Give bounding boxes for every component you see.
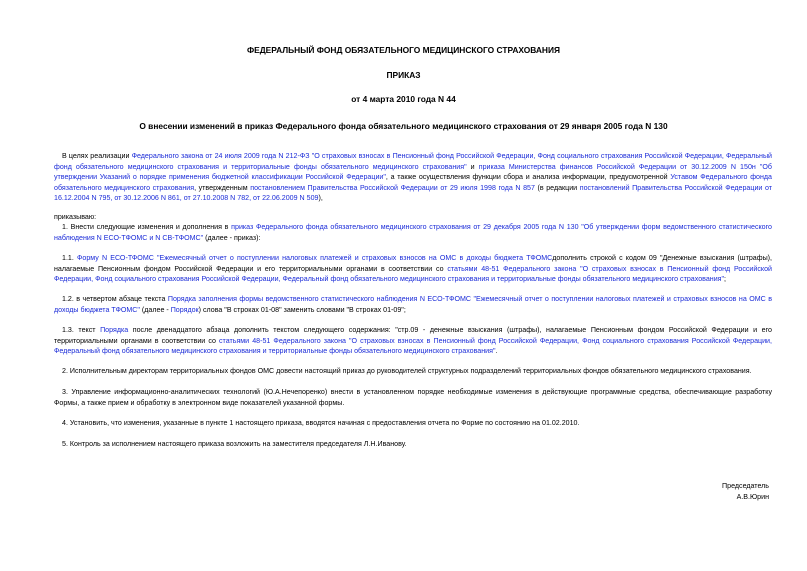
intro-text-5: (в редакции (534, 183, 580, 192)
item-1-3 (54, 325, 772, 357)
intro-text-6: ), (318, 194, 323, 203)
item-1-text-2: (далее - приказ): (203, 233, 261, 242)
link-articles-48-51[interactable]: статьями 48-51 Федерального закона "О страховых взносах в Пенсионный фонд Российской Федерации, Фонд социального страхования Российской Федерации, Федеральный фонд обязательного медицинского страхования и территориальные фонды обязательного медицинского страхования" (54, 264, 772, 284)
org-title: ФЕДЕРАЛЬНЫЙ ФОНД ОБЯЗАТЕЛЬНОГО МЕДИЦИНСКОГО СТРАХОВАНИЯ (246, 45, 561, 55)
order-word: приказываю: (54, 213, 97, 221)
item-1-3-text-1: 1.3. текст (62, 326, 101, 334)
intro-text-4: , утвержденным (194, 183, 251, 192)
item-2: 2. Исполнительным директорам территориальных фондов ОМС довести настоящий приказ до руководителей структурных подразделений территориальных фондов обязательного медицинского страхования. (62, 367, 752, 375)
intro-paragraph (54, 151, 772, 204)
doc-type: ПРИКАЗ (386, 70, 421, 80)
item-4: 4. Установить, что изменения, указанные в пункте 1 настоящего приказа, вводятся начиная с предоставления отчета по Форме по состоянию на 01.02.2010. (62, 419, 580, 427)
item-1-2-text-2: (далее - (139, 305, 171, 314)
link-form-eso-tfoms[interactable]: Форму N ЕСО-ТФОМС "Ежемесячный отчет о поступлении налоговых платежей и страховых взносов на ОМС в доходы бюджета ТФОМС (77, 254, 553, 262)
doc-subject: О внесении изменений в приказ Федерального фонда обязательного медицинского страхования от 29 января 2005 года N 130 (139, 121, 668, 131)
item-1-1-text-3: ; (724, 275, 727, 284)
link-filling-procedure[interactable]: Порядка заполнения формы ведомственного статистического наблюдения N ЕСО-ТФОМС "Ежемесячный отчет о поступлении налоговых платежей и страховых взносов на ОМС в доходы бюджета ТФОМС" (54, 295, 772, 314)
item-1-1-text-1: 1.1. (62, 254, 77, 262)
intro-text-2: и (466, 162, 479, 171)
link-government-decrees[interactable]: постановлений Правительства Российской Федерации от 16.12.2004 N 795, от 30.12.2006 N 861, от 27.10.2008 N 782, от 22.06.2009 N 509 (54, 183, 772, 203)
link-minfin-order-150n[interactable]: приказа Министерства финансов Российской Федерации от 30.12.2009 N 150н "Об утверждении Указаний о порядке применения бюджетной классификации Российской Федерации" (54, 162, 772, 182)
item-1-1-text-2: дополнить строкой с кодом 09 "Денежные взыскания (штрафы), налагаемые Пенсионным фондом Российской Федерации и его территориальными органами в соответствии со (54, 254, 772, 273)
item-1-1 (54, 253, 772, 285)
signature-title: Председатель (722, 482, 769, 490)
link-federal-law-212[interactable]: Федерального закона от 24 июля 2009 года N 212-ФЗ "О страховых взносах в Пенсионный фонд Российской Федерации, Фонд социального страхования Российской Федерации, Федеральный фонд обязательного медицинского страхования и территориальные фонды обязательного медицинского страхования" (54, 152, 772, 171)
link-charter[interactable]: Уставом Федерального фонда обязательного медицинского страхования (54, 173, 772, 192)
link-government-decree-857[interactable]: постановлением Правительства Российской Федерации от 29 июля 1998 года N 857 (250, 183, 535, 192)
signature-name: А.В.Юрин (736, 493, 769, 501)
item-5: 5. Контроль за исполнением настоящего приказа возложить на заместителя председателя Л.Н.Иванову. (62, 440, 407, 448)
item-1-2 (54, 294, 772, 315)
intro-text-3: , а также осуществления функции сбора и анализа информации, предусмотренной (385, 173, 671, 182)
intro-text-1: В целях реализации (62, 152, 132, 160)
item-1-3-text-2: после двенадцатого абзаца дополнить текстом следующего содержания: "стр.09 - денежные взыскания (штрафы), налагаемые Пенсионным фондом Российской Федерации и его территориальными органами в соответствии со (54, 326, 772, 345)
link-procedure-2[interactable]: Порядка (100, 326, 129, 334)
doc-date: от 4 марта 2010 года N 44 (351, 94, 456, 104)
item-1-text-1: 1. Внести следующие изменения и дополнения в (62, 223, 232, 231)
link-articles-48-51-2[interactable]: статьями 48-51 Федерального закона "О страховых взносах в Пенсионный фонд Российской Федерации, Фонд социального страхования Российской Федерации, Федеральный фонд обязательного медицинского страхования и территориальные фонды обязательного медицинского страхования" (54, 336, 772, 356)
link-order-130[interactable]: приказ Федерального фонда обязательного медицинского страхования от 29 декабря 2005 года N 130 "Об утверждении форм ведомственного статистического наблюдения N ЕСО-ТФОМС и N СВ-ТФОМС" (54, 223, 772, 242)
item-1-3-text-3: . (495, 347, 498, 356)
item-1-2-text-1: 1.2. в четвертом абзаце текста (62, 295, 168, 303)
item-1 (54, 222, 772, 243)
item-1-2-text-3: ) слова "В строках 01-08" заменить словами "В строках 01-09"; (198, 305, 406, 314)
item-3: 3. Управление информационно-аналитических технологий (Ю.А.Нечепоренко) внести в установленном порядке необходимые изменения в действующие программные средства, обеспечивающие разработку Формы, а также прием и обработку в электронном виде показателей указанной формы. (54, 388, 772, 407)
link-procedure[interactable]: Порядок (170, 305, 199, 314)
